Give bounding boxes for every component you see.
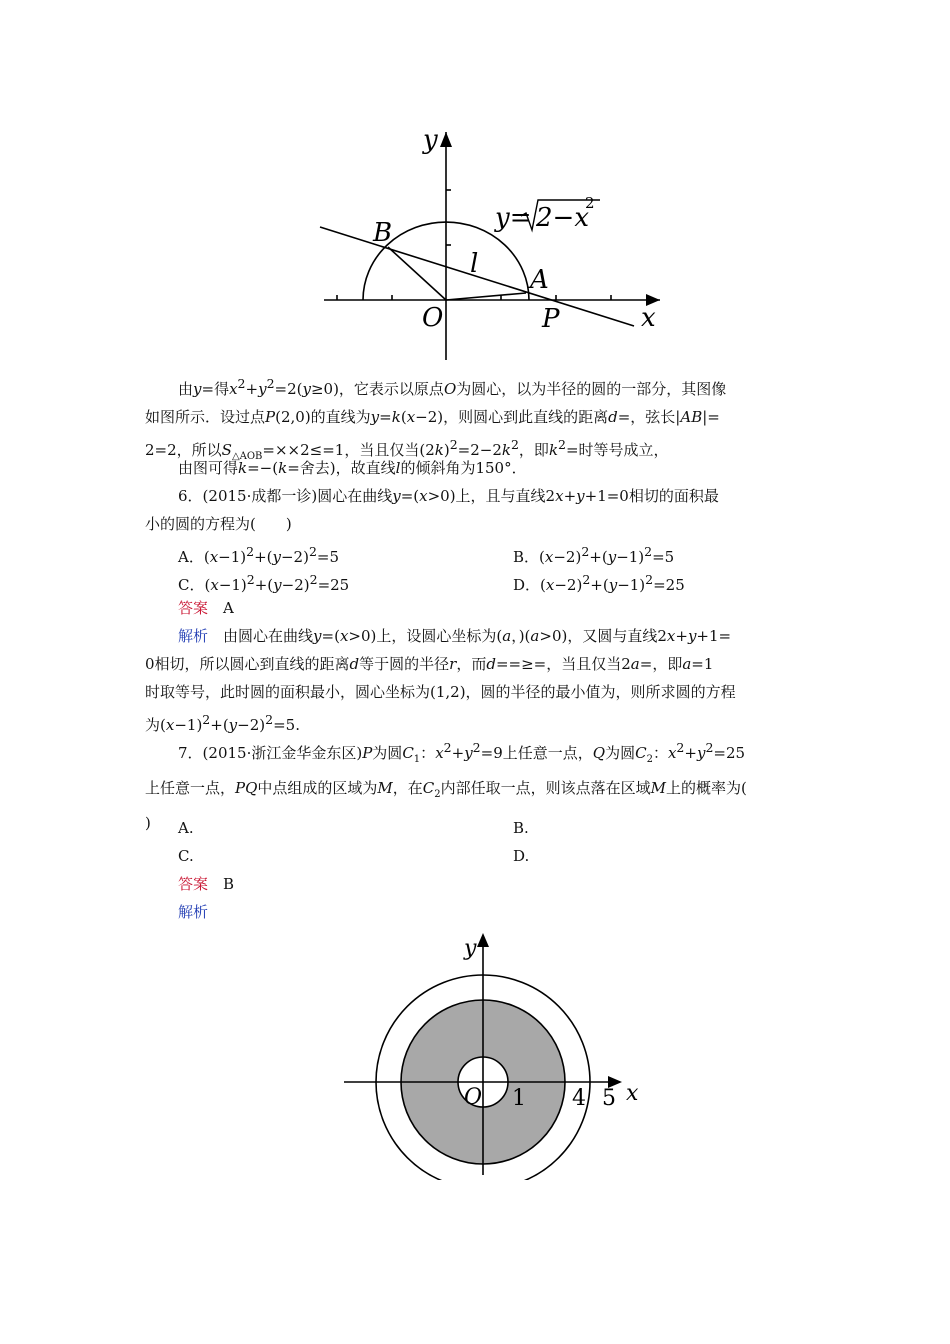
fig1-y-label: y	[423, 125, 438, 155]
q7-option-c: C.	[178, 847, 194, 865]
q7-option-b: B.	[513, 819, 529, 837]
q6-option-d: D．$(x-2)^2+(y-1)^2=25$	[513, 572, 685, 594]
question7-stem: 7．(2015·浙江金华金东区)P为圆$C_1$：$x^2+y^2=9$上任意一点，Q为圆$C_2$：$x^2+y^2=25$ 上任意一点，PQ中点组成的区域为M，在$C_2$内部任取一点，则该点落在区域M上的概率为( )	[145, 740, 747, 832]
q6-option-b: B．$(x-2)^2+(y-1)^2=5$	[513, 544, 675, 566]
y-axis-arrow	[477, 933, 489, 947]
fig2-tick-1: 1	[512, 1086, 526, 1111]
solution5-paragraph: 由y=得$x^2+y^2=2(y\ge 0)$，它表示以原点O为圆心，以为半径的圆的一部分，其图像 如图所示．设过点P(2,0)的直线为y=k(x−2)，则圆心到此直线的距离d=，弦长|AB|= 2=2，所以$S_{\triangle AOB}=\times\times 2\le=1$，当且仅当$(2k)^2=2-2k^2$，即$k^2=$时等号成立，	[145, 376, 727, 462]
analysis-label: 解析	[178, 627, 209, 645]
fig2-tick-4: 4	[572, 1086, 586, 1111]
q6-answer: 答案 A	[178, 599, 234, 617]
q6-option-a: A．$(x-1)^2+(y-2)^2=5$	[178, 544, 340, 566]
q7-answer: 答案 B	[178, 875, 235, 893]
solution5-conclusion: 由图可得k=−(k=舍去)，故直线l的倾斜角为150°．	[178, 459, 527, 477]
figure-annulus	[330, 925, 650, 1180]
answer-label: 答案	[178, 599, 209, 617]
fig2-tick-5: 5	[602, 1086, 616, 1111]
fig2-y-label: y	[464, 936, 477, 961]
fig1-x-label: x	[641, 303, 656, 333]
fig1-p-label: P	[542, 304, 560, 334]
fig1-curve-label-exp: 2	[585, 194, 595, 212]
fig2-o-label: O	[464, 1085, 483, 1110]
q6-option-c: C．$(x-1)^2+(y-2)^2=25$	[178, 572, 350, 594]
fig1-a-label: A	[530, 265, 549, 295]
q7-option-a: A.	[178, 819, 194, 837]
fig1-l-label: l	[470, 249, 479, 279]
figure-semicircle-line	[310, 120, 670, 365]
q6-analysis: 解析 由圆心在曲线y=(x>0)上，设圆心坐标为(a，)(a>0)，又圆与直线2x+y+1= 0相切，所以圆心到直线的距离d等于圆的半径r，而d==≥=，当且仅当2a=，即a=1 时取等号，此时圆的面积最小，圆心坐标为(1,2)，圆的半径的最小值为，则所求圆的方程 为$(x-1)^2+(y-2)^2=5$.	[145, 627, 736, 734]
question6-stem: 6．(2015·成都一诊)圆心在曲线y=(x>0)上，且与直线2x+y+1=0相切的面积最 小的圆的方程为( )	[145, 487, 719, 533]
fig1-curve-label-y: y=	[495, 203, 532, 233]
answer-label: 答案	[178, 875, 209, 893]
fig1-o-label: O	[422, 303, 444, 333]
segment-oa	[446, 293, 526, 300]
q7-analysis-label: 解析	[178, 903, 209, 921]
fig1-curve-label-expr: 2−x	[536, 203, 589, 233]
q7-option-d: D.	[513, 847, 530, 865]
segment-ob	[388, 247, 446, 300]
fig1-b-label: B	[373, 218, 393, 248]
y-axis-arrow	[440, 132, 452, 147]
fig2-x-label: x	[626, 1081, 639, 1106]
